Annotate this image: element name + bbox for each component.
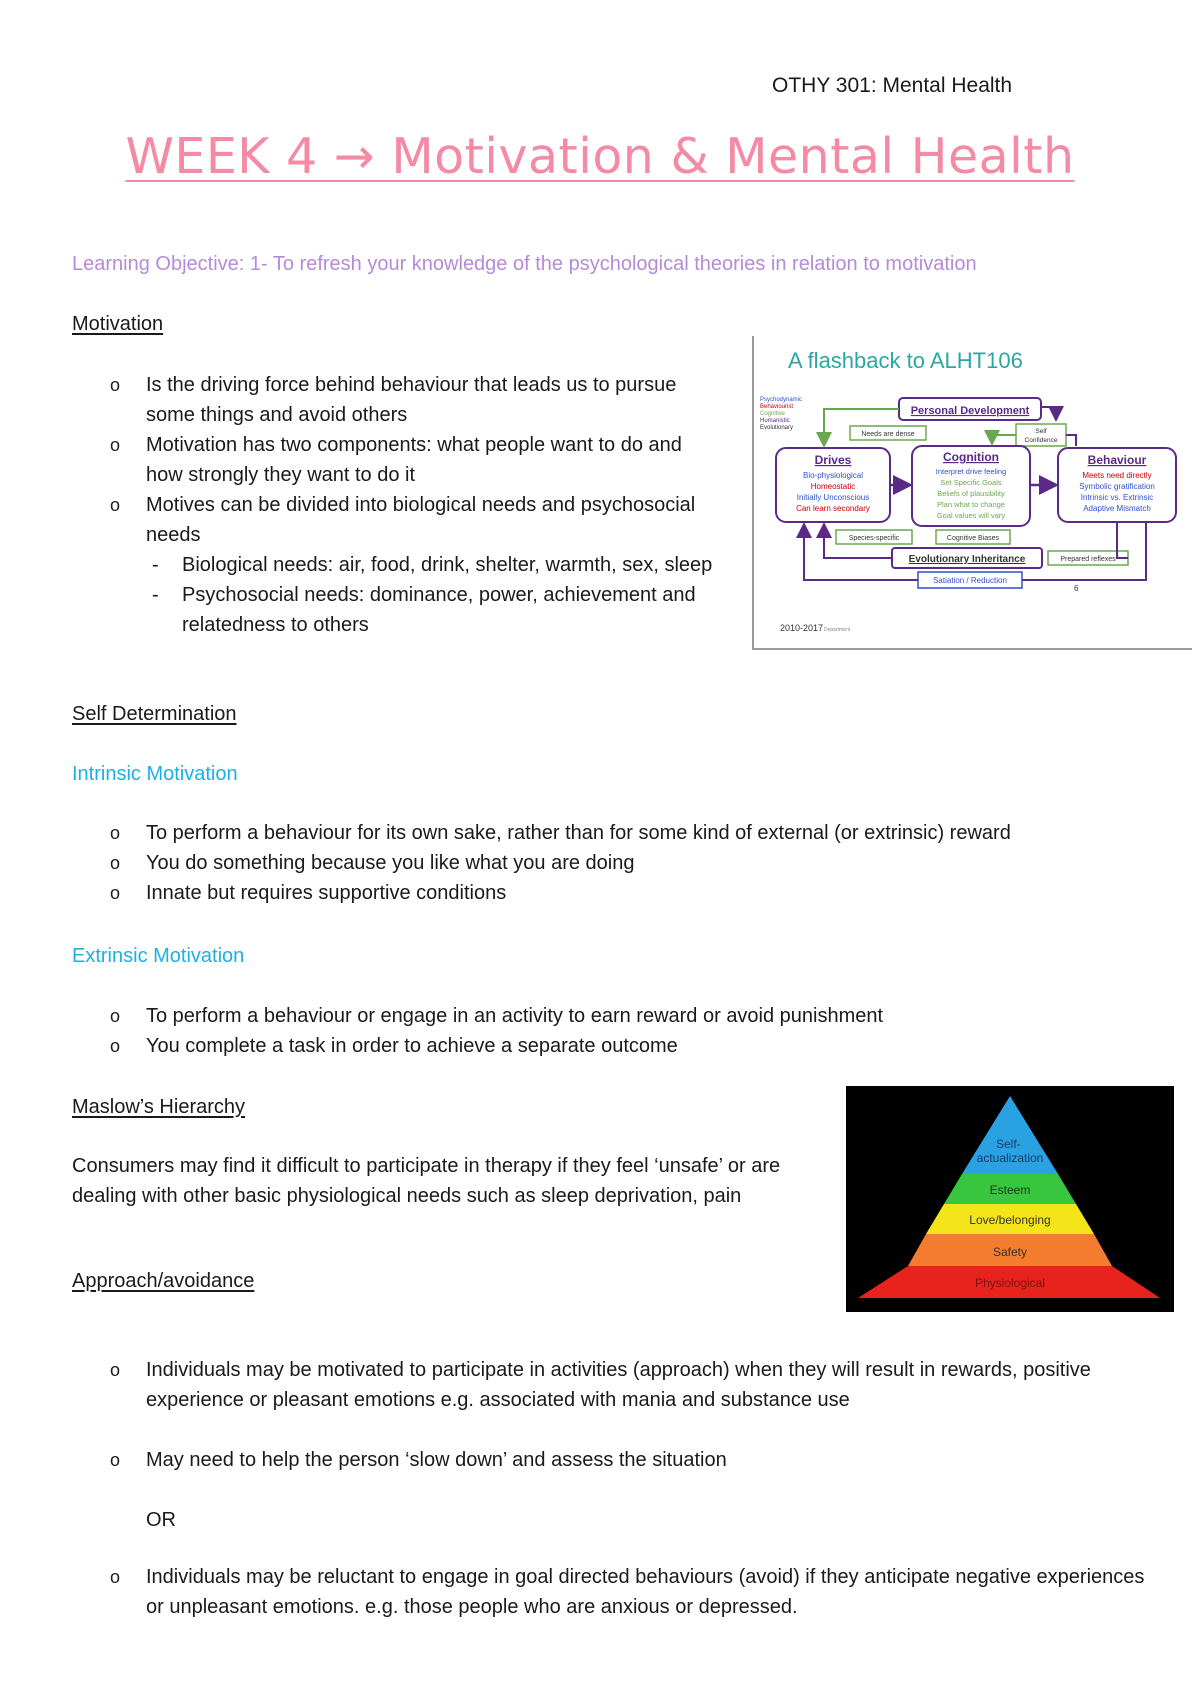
pyramid-label: Esteem [989, 1183, 1031, 1197]
list-item: o To perform a behaviour for its own sake, rather than for some kind of external (or extrinsic) reward [72, 818, 1172, 848]
prepared-reflexes-label: Prepared reflexes [1060, 556, 1116, 563]
intrinsic-list [72, 818, 1172, 908]
behaviour-title: Behaviour [1087, 453, 1147, 467]
cognition-line: Goal values will vary [936, 511, 1006, 520]
behaviour-line: Intrinsic vs. Extrinsic [1080, 493, 1154, 502]
page-title: WEEK 4 → Motivation & Mental Health [125, 128, 1075, 185]
list-item: o You complete a task in order to achieve a separate outcome [72, 1031, 1172, 1061]
maslow-pyramid [846, 1086, 1174, 1312]
approach-list [72, 1445, 1152, 1475]
legend-item: Psychodynamic [760, 397, 803, 403]
page-number: 6 [1074, 584, 1079, 593]
flashback-footer-small: Department [824, 627, 851, 633]
intrinsic-heading: Intrinsic Motivation [72, 763, 238, 785]
behaviour-line: Symbolic gratification [1079, 482, 1155, 491]
cognition-line: Plan what to change [937, 500, 1005, 509]
cognition-line: Beliefs of plausibility [937, 489, 1005, 498]
list-item: o You do something because you like what you are doing [72, 848, 1172, 878]
legend-item: Evolutionary [760, 425, 794, 431]
list-item: o Innate but requires supportive conditions [72, 878, 1172, 908]
approach-list [72, 1355, 1152, 1415]
self-determination-heading: Self Determination [72, 703, 237, 725]
list-item: o Individuals may be motivated to participate in activities (approach) when they will result in rewards, positive experience or pleasant emotions e.g. associated with mania and substance use [72, 1355, 1152, 1415]
or-text: OR [146, 1509, 176, 1531]
learning-objective: Learning Objective: 1- To refresh your knowledge of the psychological theories in relation to motivation [72, 253, 977, 275]
needs-dense-label: Needs are dense [861, 431, 915, 438]
list-item: o To perform a behaviour or engage in an activity to earn reward or avoid punishment [72, 1001, 1172, 1031]
approach-list [72, 1562, 1152, 1622]
legend-item: Humanistic [760, 418, 790, 424]
motivation-heading: Motivation [72, 313, 164, 335]
pyramid-label-part: Self- [995, 1137, 1021, 1151]
course-header: OTHY 301: Mental Health [772, 74, 1013, 97]
pyramid-label: Love/belonging [969, 1213, 1051, 1227]
list-item: o Individuals may be reluctant to engage in goal directed behaviours (avoid) if they anticipate negative experiences or unpleasant emotions. e.g. those people who are anxious or depressed. [72, 1562, 1152, 1622]
pyramid-label-part: actualization [976, 1151, 1044, 1165]
behaviour-line: Adaptive Mismatch [1083, 504, 1151, 513]
flashback-footer: 2010-2017 [780, 623, 824, 633]
drives-line: Can learn secondary [796, 504, 870, 513]
sub-list [146, 550, 722, 640]
sub-list-item: - Biological needs: air, food, drink, shelter, warmth, sex, sleep [146, 550, 722, 580]
evolutionary-inheritance-label: Evolutionary Inheritance [908, 554, 1026, 565]
cognition-title: Cognition [943, 450, 999, 464]
list-item: o Motives can be divided into biological needs and psychosocial needs - Biological needs: air, food, drink, shelter, warmth, sex, sleep - Psychosocial needs: dominance, power, achievement and relatedness to others [72, 490, 722, 640]
arrow [1041, 407, 1056, 418]
motivation-list [72, 370, 722, 640]
arrow [992, 435, 1016, 442]
personal-development-label: Personal Development [910, 405, 1030, 417]
sub-list-item: - Psychosocial needs: dominance, power, achievement and relatedness to others [146, 580, 722, 640]
legend-item: Cognitive [760, 411, 786, 417]
extrinsic-list [72, 1001, 1172, 1061]
list-item: o Is the driving force behind behaviour that leads us to pursue some things and avoid others [72, 370, 722, 430]
extrinsic-heading: Extrinsic Motivation [72, 945, 245, 967]
maslow-heading: Maslow’s Hierarchy [72, 1096, 246, 1118]
cognitive-biases-label: Cognitive Biases [946, 535, 1000, 542]
pyramid-label: Physiological [974, 1276, 1046, 1290]
pyramid-label: Safety [992, 1245, 1028, 1259]
cognition-line: Set Specific Goals [940, 478, 1002, 487]
legend-item: Behaviourist [760, 404, 794, 410]
satiation-label: Satiation / Reduction [933, 576, 1007, 585]
cognition-line: Interpret drive feeling [935, 467, 1007, 476]
self-confidence-label: Self [1035, 428, 1047, 435]
maslow-text: Consumers may find it difficult to participate in therapy if they feel ‘unsafe’ or are dealing with other basic physiological needs such as sleep deprivation, pain [72, 1155, 781, 1207]
flashback-title: A flashback to ALHT106 [788, 348, 1023, 373]
list-item: o Motivation has two components: what people want to do and how strongly they want to do it [72, 430, 722, 490]
drives-line: Homeostatic [810, 482, 856, 491]
self-confidence-label: Confidence [1024, 437, 1058, 444]
drives-title: Drives [814, 453, 852, 467]
list-item: o May need to help the person ‘slow down’ and assess the situation [72, 1445, 1152, 1475]
drives-line: Bio-physiological [802, 471, 864, 480]
flashback-diagram [752, 336, 1192, 650]
approach-heading: Approach/avoidance [72, 1270, 255, 1292]
arrow [1066, 435, 1076, 446]
behaviour-line: Meets need directly [1082, 471, 1152, 480]
drives-line: Initially Unconscious [796, 493, 870, 502]
species-specific-label: Species-specific [848, 535, 900, 542]
